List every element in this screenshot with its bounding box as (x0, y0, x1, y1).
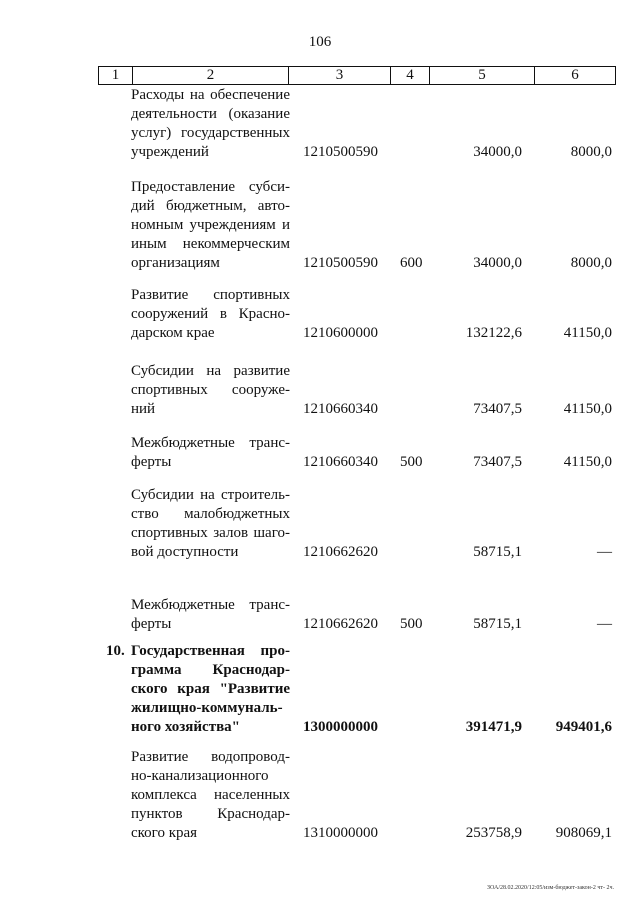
row-name-line: номным учреждениям и (131, 217, 290, 233)
column-header-table (98, 66, 616, 85)
row-name-line: Субсидии на строитель- (131, 487, 290, 503)
row-code: 1210662620 (303, 616, 378, 632)
row-sum-2021: 8000,0 (570, 255, 612, 271)
row-sum-2021: 41150,0 (563, 401, 612, 417)
row-name-line: деятельности (оказание (131, 106, 290, 122)
row-name-line: сооружений в Красно- (131, 306, 290, 322)
row-name-line: ство малобюджетных (131, 506, 290, 522)
row-name (131, 286, 290, 343)
row-name-line: но-канализационного (131, 768, 269, 784)
row-name-line: пунктов Краснодар- (131, 806, 290, 822)
row-name-line: организациям (131, 255, 220, 271)
row-code: 1310000000 (303, 825, 378, 841)
row-sum-2020: 58715,1 (473, 544, 522, 560)
header-col-5: 5 (430, 67, 535, 85)
row-name-line: учреждений (131, 144, 209, 160)
page-number: 106 (308, 34, 332, 50)
row-code: 1210500590 (303, 144, 378, 160)
row-sum-2020: 58715,1 (473, 616, 522, 632)
row-sum-2020: 73407,5 (473, 401, 522, 417)
row-name-line: жилищно-коммуналь- (131, 700, 283, 716)
row-code: 1210660340 (303, 454, 378, 470)
header-col-2: 2 (133, 67, 289, 85)
row-expense-type: 500 (400, 616, 423, 632)
row-code: 1210600000 (303, 325, 378, 341)
row-name-line: ного хозяйства" (131, 719, 240, 735)
row-sum-2020: 253758,9 (465, 825, 522, 841)
row-name (131, 178, 290, 273)
row-name-line: Предоставление субси- (131, 179, 290, 195)
row-name (131, 748, 290, 843)
row-name-line: ского края "Развитие (131, 681, 290, 697)
row-code: 1210662620 (303, 544, 378, 560)
row-code: 1210660340 (303, 401, 378, 417)
row-name-line: Расходы на обеспечение (131, 87, 290, 103)
row-name-line: вой доступности (131, 544, 239, 560)
row-expense-type: 600 (400, 255, 423, 271)
row-name (131, 362, 290, 419)
row-name-line: Межбюджетные транс- (131, 597, 290, 613)
row-name-line: грамма Краснодар- (131, 662, 290, 678)
row-name-line: дий бюджетным, авто- (131, 198, 290, 214)
header-col-1: 1 (99, 67, 133, 85)
row-code: 1210500590 (303, 255, 378, 271)
row-index: 10. (106, 643, 125, 659)
row-name (131, 642, 290, 737)
row-sum-2021: 8000,0 (570, 144, 612, 160)
row-sum-2020: 391471,9 (465, 719, 522, 735)
row-sum-2020: 132122,6 (465, 325, 522, 341)
row-code: 1300000000 (303, 719, 378, 735)
row-name-line: Развитие спортивных (131, 287, 290, 303)
row-name (131, 434, 290, 472)
row-expense-type: 500 (400, 454, 423, 470)
row-sum-2021: 908069,1 (555, 825, 612, 841)
row-sum-2021: — (597, 544, 612, 560)
row-sum-2021: 41150,0 (563, 454, 612, 470)
row-name-line: комплекса населенных (131, 787, 290, 803)
row-name-line: дарском крае (131, 325, 215, 341)
row-name-line: ний (131, 401, 156, 417)
row-name-line: спортивных залов шаго- (131, 525, 290, 541)
row-name-line: Развитие водопровод- (131, 749, 290, 765)
row-name-line: ферты (131, 616, 172, 632)
row-name-line: ского края (131, 825, 198, 841)
row-name-line: спортивных сооруже- (131, 382, 290, 398)
row-name (131, 486, 290, 562)
header-col-3: 3 (289, 67, 391, 85)
footer-stamp: ЗОА/28.02.2020/12:05/изм-бюджет-закон-2 чт- 2ч. (487, 885, 614, 891)
row-name-line: услуг) государственных (131, 125, 290, 141)
row-sum-2021: 41150,0 (563, 325, 612, 341)
row-sum-2021: — (597, 616, 612, 632)
header-col-4: 4 (391, 67, 430, 85)
row-name-line: ферты (131, 454, 172, 470)
row-sum-2020: 34000,0 (473, 144, 522, 160)
row-name-line: Субсидии на развитие (131, 363, 290, 379)
header-col-6: 6 (535, 67, 616, 85)
row-name-line: иным некоммерческим (131, 236, 290, 252)
row-name-line: Государственная про- (131, 643, 290, 659)
row-sum-2020: 34000,0 (473, 255, 522, 271)
row-sum-2021: 949401,6 (555, 719, 612, 735)
row-name (131, 596, 290, 634)
row-name-line: Межбюджетные транс- (131, 435, 290, 451)
row-sum-2020: 73407,5 (473, 454, 522, 470)
row-name (131, 86, 290, 162)
